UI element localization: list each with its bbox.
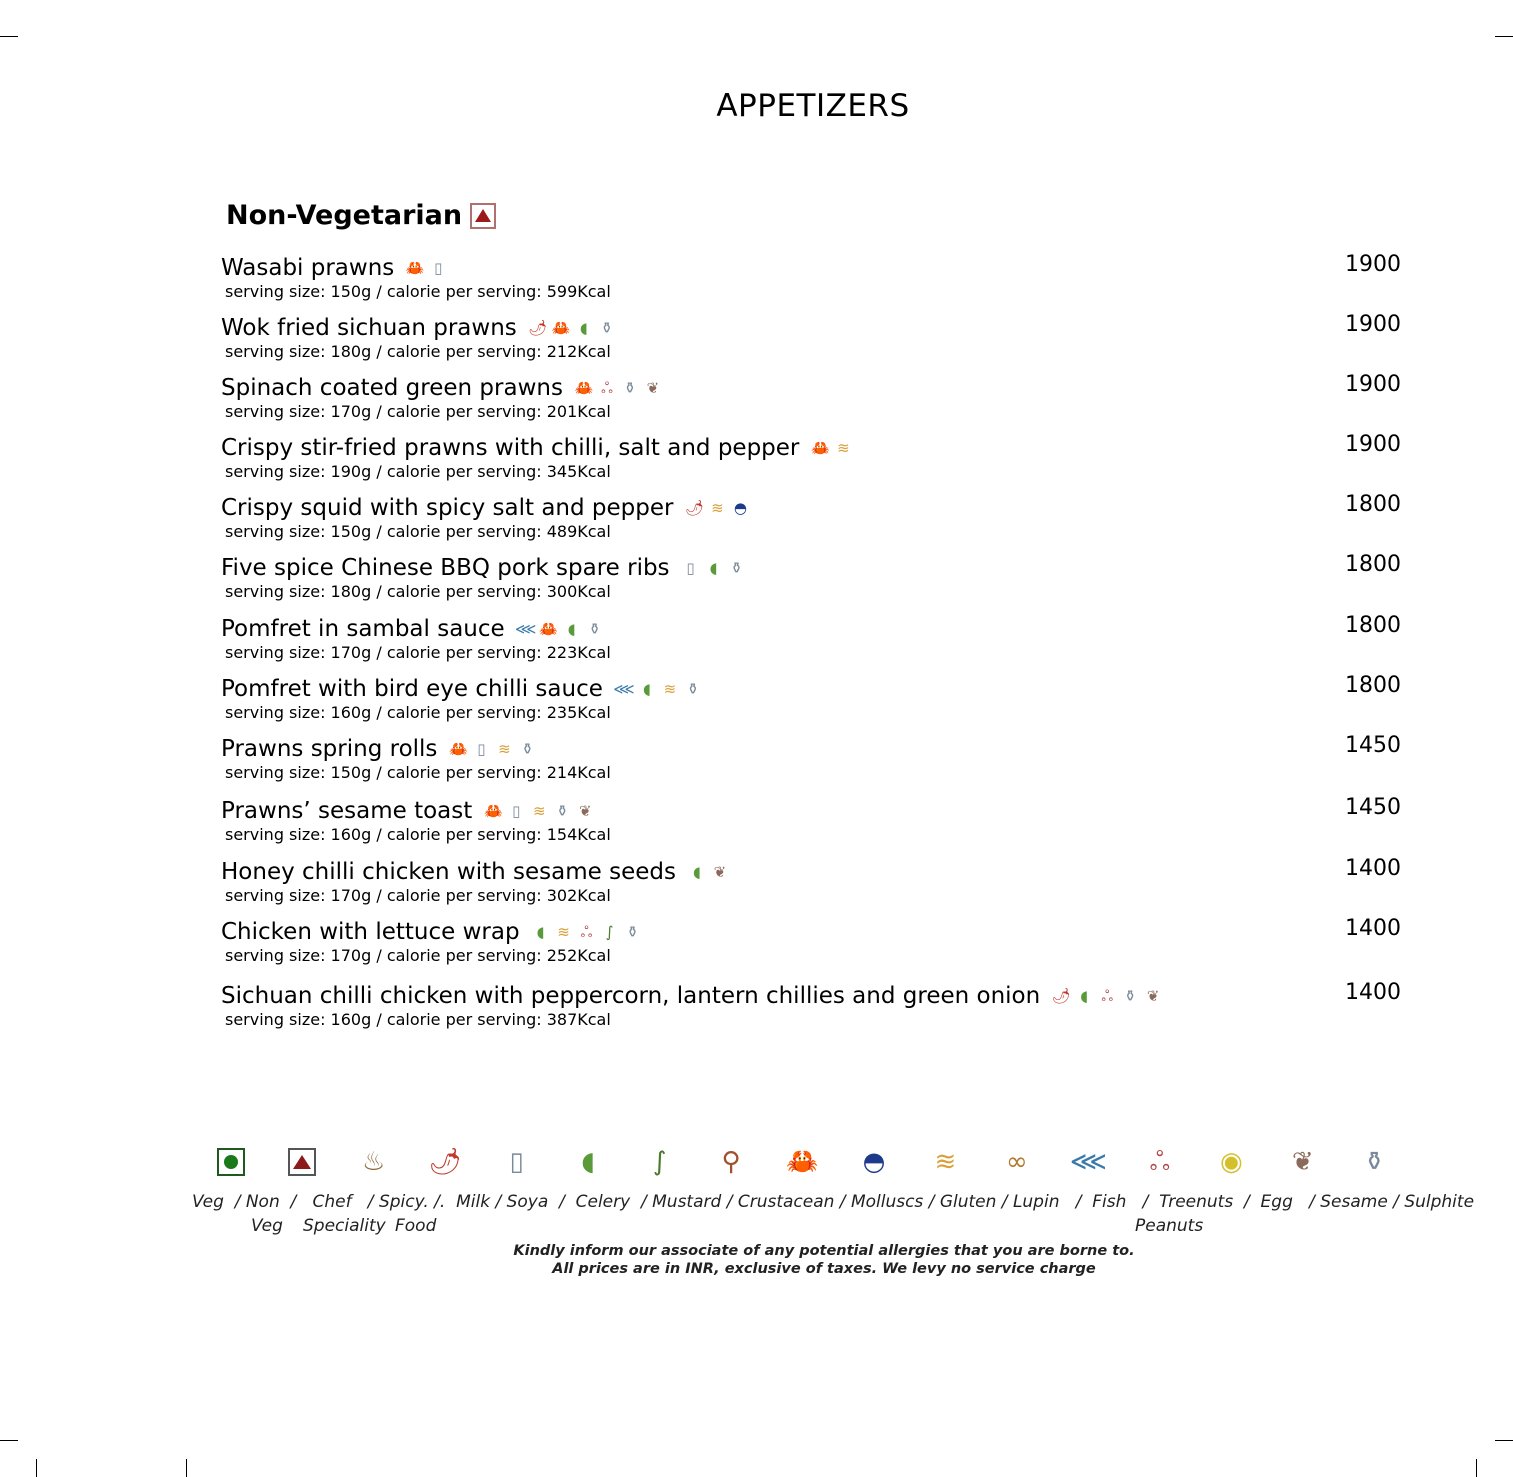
- sesame-icon: ❦: [1291, 1147, 1314, 1177]
- menu-item-name: Wasabi prawns: [221, 255, 395, 281]
- menu-item-price: 1450: [1345, 733, 1401, 758]
- crustacean-icon: 🦀: [539, 619, 559, 638]
- allergen-icons: [532, 922, 642, 942]
- legend-label: Gluten /: [939, 1192, 1013, 1212]
- crop-mark: [36, 1459, 37, 1477]
- menu-item-name-row: [221, 312, 1411, 344]
- menu-item: [221, 733, 1411, 793]
- menu-item-name-row: [221, 252, 1411, 284]
- menu-item-name-row: [221, 613, 1411, 645]
- celery-icon: ∫: [652, 1147, 667, 1177]
- menu-item: [221, 980, 1411, 1040]
- crustacean-icon: 🦀: [405, 258, 425, 277]
- menu-item: [221, 916, 1411, 976]
- milk-icon: ▯: [686, 558, 695, 577]
- menu-item-price: 1900: [1345, 372, 1401, 397]
- legend-milk: [481, 1140, 552, 1184]
- spicy-icon: 🌶: [428, 1147, 462, 1177]
- sulphite-icon: ⚱: [588, 619, 601, 638]
- allergen-icons: [811, 438, 852, 458]
- soya-icon: ◖: [581, 1147, 595, 1177]
- sesame-icon: ❦: [578, 801, 592, 820]
- gluten-icon: ≋: [498, 739, 511, 758]
- allergen-icons: [682, 558, 746, 578]
- milk-icon: ▯: [512, 801, 521, 820]
- legend-label: Milk /: [450, 1192, 507, 1212]
- menu-item-serving: serving size: 160g / calorie per serving: 235Kcal: [225, 703, 611, 722]
- menu-item-price: 1900: [1345, 432, 1401, 457]
- price-note: All prices are in INR, exclusive of taxes. We levy no service charge: [552, 1261, 1096, 1277]
- celery-icon: ∫: [605, 922, 614, 941]
- menu-item-price: 1800: [1345, 552, 1401, 577]
- menu-item-price: 1800: [1345, 613, 1401, 638]
- gluten-icon: ≋: [532, 801, 546, 820]
- menu-item-name-row: [221, 432, 1411, 464]
- sulphite-icon: ⚱: [521, 739, 534, 758]
- menu-item: [221, 252, 1411, 312]
- allergen-icons: [517, 619, 604, 639]
- chef-icon: ♨: [362, 1147, 386, 1177]
- crustacean-icon: 🦀: [811, 438, 830, 457]
- sulphite-icon: ⚱: [600, 318, 614, 337]
- legend-label-chef-2: Speciality: [303, 1216, 386, 1236]
- legend-gluten: [910, 1140, 981, 1184]
- sesame-icon: ❦: [1146, 986, 1160, 1005]
- menu-item-name: Prawns’ sesame toast: [221, 798, 473, 824]
- legend-lupin: [981, 1140, 1052, 1184]
- legend-label: /: [285, 1192, 302, 1212]
- allergen-icons: [529, 318, 616, 338]
- gluten-icon: ≋: [837, 438, 850, 457]
- allergen-icons: [685, 498, 749, 518]
- sulphite-icon: ⚱: [686, 679, 700, 698]
- menu-item: [221, 492, 1411, 552]
- menu-item: [221, 673, 1411, 733]
- crustacean-icon: 🦀: [483, 801, 503, 820]
- menu-item: [221, 432, 1411, 492]
- allergen-icons: [449, 739, 536, 759]
- spicy-icon: 🌶: [528, 318, 548, 337]
- molluscs-icon: ◓: [733, 498, 747, 517]
- fish-icon: ⋘: [515, 619, 537, 638]
- treenuts-icon: ஃ: [1101, 986, 1114, 1005]
- menu-item-name-row: [221, 552, 1411, 584]
- legend-molluscs: [838, 1140, 909, 1184]
- legend-label: Celery: [570, 1192, 636, 1212]
- menu-item: [221, 856, 1411, 916]
- menu-item-name-row: [221, 733, 1411, 765]
- menu-item-price: 1400: [1345, 916, 1401, 941]
- menu-item-name: Five spice Chinese BBQ pork spare ribs: [221, 555, 670, 581]
- menu-item-price: 1800: [1345, 673, 1401, 698]
- legend-sesame: [1267, 1140, 1338, 1184]
- legend-chef: [338, 1140, 409, 1184]
- menu-item-name-row: [221, 492, 1411, 524]
- legend-veg: [195, 1140, 266, 1184]
- menu-item-price: 1400: [1345, 856, 1401, 881]
- sulphite-icon: ⚱: [555, 801, 569, 820]
- page-title: APPETIZERS: [716, 88, 910, 124]
- menu-item-name: Spinach coated green prawns: [221, 375, 563, 401]
- soya-icon: ◖: [693, 862, 701, 881]
- crop-mark: [0, 1440, 18, 1441]
- legend-label-nonveg-2: Veg: [251, 1216, 283, 1236]
- legend-label: / Mustard /: [635, 1192, 738, 1212]
- legend-label: Crustacean /: [737, 1192, 851, 1212]
- legend-label: / Spicy.: [357, 1192, 435, 1212]
- legend-soya: [552, 1140, 623, 1184]
- crop-mark: [0, 36, 18, 37]
- legend-label: Fish: [1086, 1192, 1132, 1212]
- allergen-icons: [575, 378, 662, 398]
- allergen-icons: [484, 801, 594, 821]
- treenuts-icon: ஃ: [580, 922, 593, 941]
- legend-label-spicy-2: Food: [395, 1216, 437, 1236]
- sulphite-icon: ⚱: [626, 922, 639, 941]
- legend-label: Sulphite: [1404, 1192, 1475, 1212]
- crustacean-icon: 🦀: [551, 318, 571, 337]
- legend-label: /: [1238, 1192, 1256, 1212]
- legend-treenuts: [1124, 1140, 1195, 1184]
- menu-item-serving: serving size: 160g / calorie per serving: 387Kcal: [225, 1010, 611, 1029]
- menu-item: [221, 312, 1411, 372]
- allergen-icons: [1052, 986, 1162, 1006]
- sulphite-icon: ⚱: [623, 378, 637, 397]
- menu-item-serving: serving size: 170g / calorie per serving: 302Kcal: [225, 886, 611, 905]
- crustacean-icon: 🦀: [786, 1147, 819, 1177]
- legend-label: Molluscs /: [850, 1192, 940, 1212]
- allergy-note: Kindly inform our associate of any potential allergies that you are borne to.: [513, 1243, 1135, 1259]
- treenuts-icon: ஃ: [1149, 1147, 1171, 1177]
- non-veg-icon: [470, 203, 496, 229]
- section-header: [226, 200, 496, 231]
- menu-item-price: 1800: [1345, 492, 1401, 517]
- legend-mustard: [695, 1140, 766, 1184]
- menu-item-name-row: [221, 916, 1411, 948]
- legend-icons: [195, 1140, 1410, 1184]
- menu-item-name: Pomfret in sambal sauce: [221, 616, 505, 642]
- legend-label: Egg: [1255, 1192, 1299, 1212]
- menu-item-price: 1400: [1345, 980, 1401, 1005]
- menu-item-serving: serving size: 160g / calorie per serving: 154Kcal: [225, 825, 611, 844]
- menu-item-price: 1900: [1345, 252, 1401, 277]
- legend-label: /: [1064, 1192, 1087, 1212]
- allergen-icons: [688, 862, 729, 882]
- legend-label: /: [1131, 1192, 1154, 1212]
- sulphite-icon: ⚱: [1123, 986, 1137, 1005]
- fish-icon: ⋘: [613, 679, 635, 698]
- legend-nonveg: [266, 1140, 337, 1184]
- legend-label: / Sesame /: [1298, 1192, 1405, 1212]
- menu-item-serving: serving size: 150g / calorie per serving: 214Kcal: [225, 763, 611, 782]
- legend-sulphite: [1339, 1140, 1410, 1184]
- menu-item-name-row: [221, 856, 1411, 888]
- allergen-icons: [406, 258, 447, 278]
- menu-item: [221, 552, 1411, 612]
- menu-item-name: Sichuan chilli chicken with peppercorn, lantern chillies and green onion: [221, 983, 1041, 1009]
- fish-icon: ⋘: [1069, 1147, 1107, 1177]
- menu-item: [221, 372, 1411, 432]
- sulphite-icon: ⚱: [1363, 1147, 1386, 1177]
- legend-label: /.: [434, 1192, 451, 1212]
- gluten-icon: ≋: [711, 498, 724, 517]
- mustard-icon: ⚲: [721, 1147, 741, 1177]
- menu-item-name: Crispy stir-fried prawns with chilli, salt and pepper: [221, 435, 800, 461]
- allergen-icons: [615, 679, 702, 699]
- spicy-icon: 🌶: [1051, 986, 1071, 1005]
- menu-item-serving: serving size: 170g / calorie per serving: 223Kcal: [225, 643, 611, 662]
- menu-item-name: Wok fried sichuan prawns: [221, 315, 517, 341]
- gluten-icon: ≋: [557, 922, 570, 941]
- menu-item-serving: serving size: 170g / calorie per serving: 201Kcal: [225, 402, 611, 421]
- legend-label: Veg: [192, 1192, 230, 1212]
- crop-mark: [186, 1459, 187, 1477]
- menu-item-name: Prawns spring rolls: [221, 736, 438, 762]
- menu-item-price: 1900: [1345, 312, 1401, 337]
- lupin-icon: ∞: [1006, 1147, 1028, 1177]
- crustacean-icon: 🦀: [449, 739, 468, 758]
- soya-icon: ◖: [709, 558, 718, 577]
- menu-item-serving: serving size: 150g / calorie per serving: 489Kcal: [225, 522, 611, 541]
- menu-item-name: Honey chilli chicken with sesame seeds: [221, 859, 676, 885]
- legend-label: Soya: [506, 1192, 554, 1212]
- section-title: Non-Vegetarian: [226, 200, 463, 231]
- crustacean-icon: 🦀: [574, 378, 594, 397]
- legend-label: /: [553, 1192, 571, 1212]
- gluten-icon: ≋: [663, 679, 677, 698]
- menu-item-name: Chicken with lettuce wrap: [221, 919, 520, 945]
- menu-item: [221, 613, 1411, 673]
- legend-label: Lupin: [1012, 1192, 1065, 1212]
- crop-mark: [1476, 1459, 1477, 1477]
- menu-item-name: Crispy squid with spicy salt and pepper: [221, 495, 674, 521]
- molluscs-icon: ◓: [862, 1147, 886, 1177]
- soya-icon: ◖: [579, 318, 588, 337]
- soya-icon: ◖: [536, 922, 545, 941]
- menu-item-name-row: [221, 372, 1411, 404]
- menu-item-serving: serving size: 150g / calorie per serving: 599Kcal: [225, 282, 611, 301]
- legend-celery: [624, 1140, 695, 1184]
- soya-icon: ◖: [1080, 986, 1089, 1005]
- menu-item-name-row: [221, 980, 1411, 1012]
- spicy-icon: 🌶: [684, 498, 704, 517]
- legend-spicy: [409, 1140, 480, 1184]
- milk-icon: ▯: [434, 258, 443, 277]
- legend-label: / Non: [229, 1192, 286, 1212]
- legend-labels: [192, 1192, 1475, 1212]
- legend-label: Treenuts: [1153, 1192, 1239, 1212]
- legend-crustacean: [767, 1140, 838, 1184]
- menu-item-name: Pomfret with bird eye chilli sauce: [221, 676, 603, 702]
- menu-item-name-row: [221, 795, 1411, 827]
- milk-icon: ▯: [509, 1147, 524, 1177]
- menu-item-serving: serving size: 190g / calorie per serving: 345Kcal: [225, 462, 611, 481]
- menu-item-serving: serving size: 180g / calorie per serving: 212Kcal: [225, 342, 611, 361]
- crop-mark: [1495, 36, 1513, 37]
- legend-egg: [1196, 1140, 1267, 1184]
- menu-item-serving: serving size: 180g / calorie per serving: 300Kcal: [225, 582, 611, 601]
- egg-icon: ◉: [1219, 1147, 1243, 1177]
- legend-label-treenuts-2: Peanuts: [1135, 1216, 1204, 1236]
- gluten-icon: ≋: [934, 1147, 957, 1177]
- milk-icon: ▯: [477, 739, 486, 758]
- legend-label: Chef: [301, 1192, 357, 1212]
- treenuts-icon: ஃ: [601, 378, 613, 397]
- nonveg-icon: [286, 1145, 318, 1179]
- veg-icon: [215, 1145, 247, 1179]
- menu-item-serving: serving size: 170g / calorie per serving: 252Kcal: [225, 946, 611, 965]
- sulphite-icon: ⚱: [730, 558, 743, 577]
- menu-item-name-row: [221, 673, 1411, 705]
- menu-item: [221, 795, 1411, 855]
- legend-fish: [1053, 1140, 1124, 1184]
- sesame-icon: ❦: [713, 862, 727, 881]
- menu-item-price: 1450: [1345, 795, 1401, 820]
- sesame-icon: ❦: [646, 378, 660, 397]
- soya-icon: ◖: [642, 679, 651, 698]
- crop-mark: [1495, 1440, 1513, 1441]
- soya-icon: ◖: [567, 619, 576, 638]
